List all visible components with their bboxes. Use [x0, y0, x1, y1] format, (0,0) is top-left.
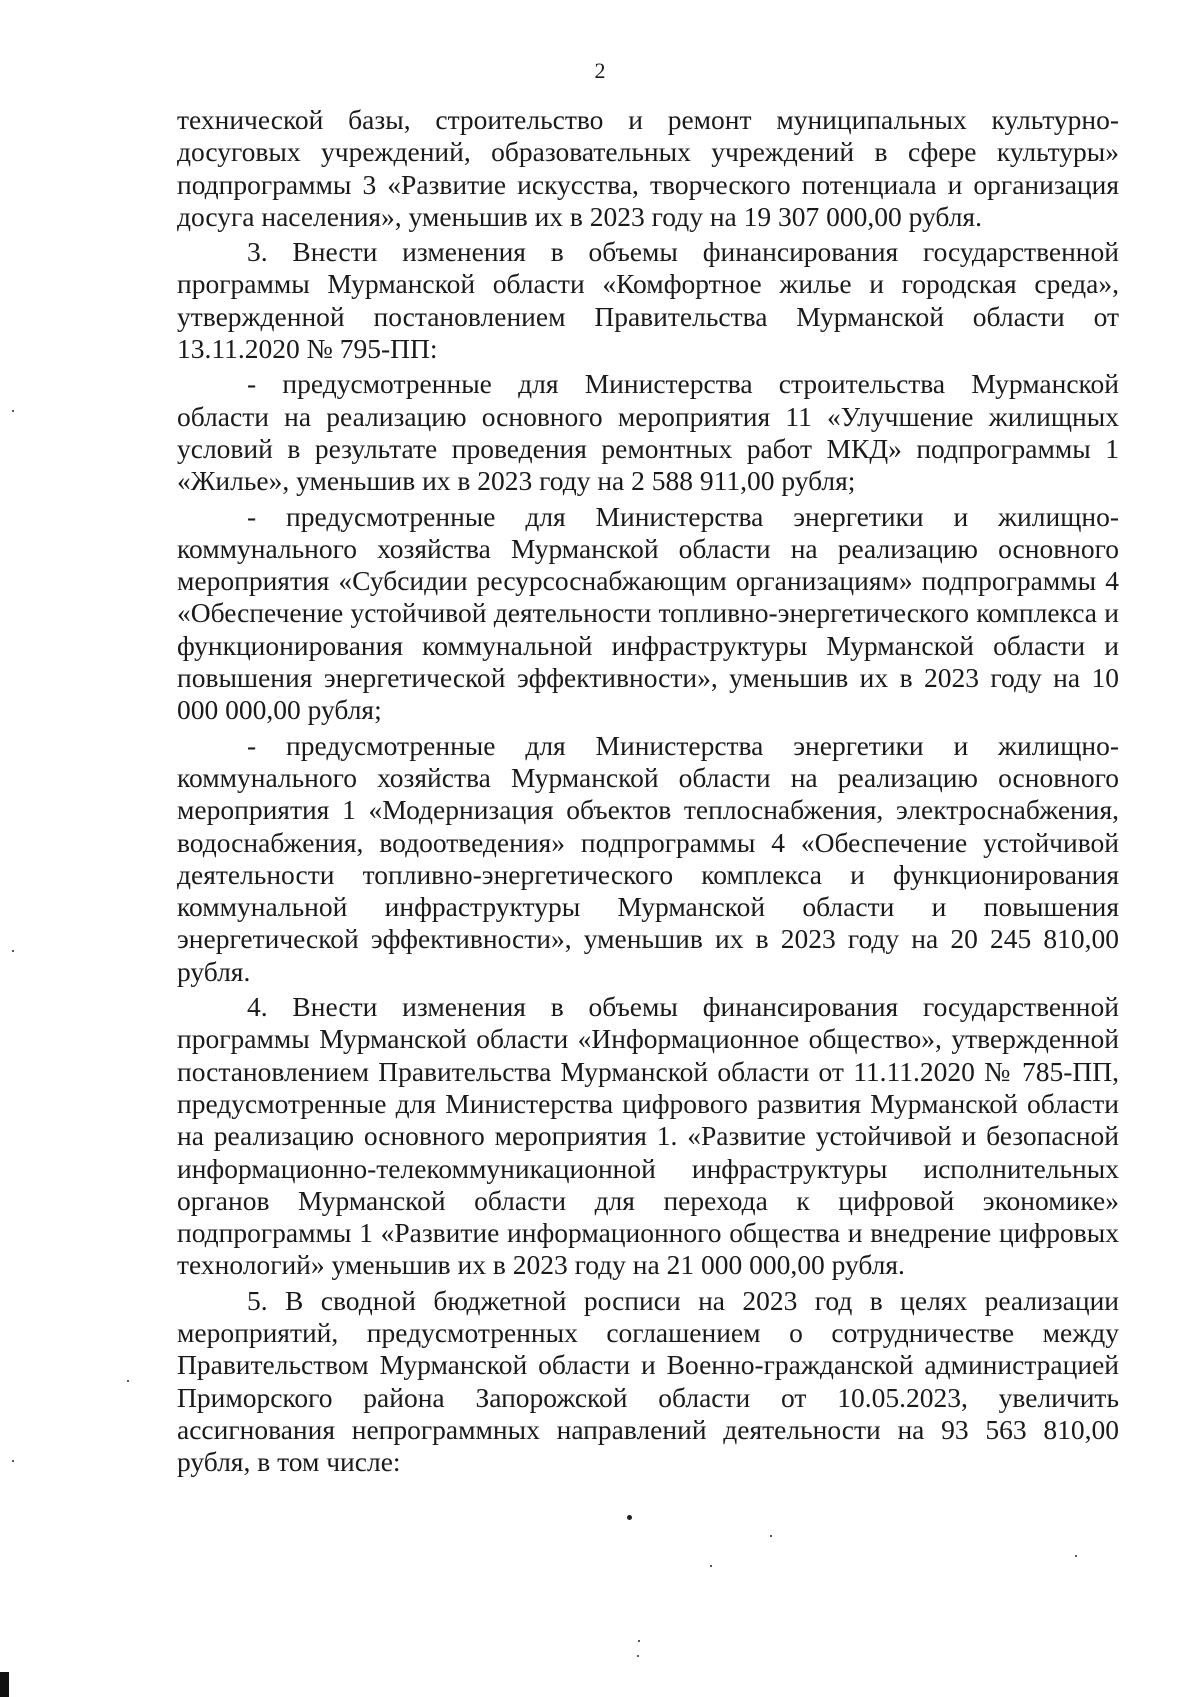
paragraph-subitem-construction: - предусмотренные для Министерства строительства Мурманской области на реализацию основного мероприятия 11 «Улучшение жилищных условий в результате проведения ремонтных работ МКД» подпрограммы 1 «Жилье», уменьшив их в 2023 году на 2 588 911,00 рубля; [177, 368, 1119, 497]
paragraph-subitem-energy-modernization: - предусмотренные для Министерства энергетики и жилищно-коммунального хозяйства Мурманской области на реализацию основного мероприятия 1 «Модернизация объектов теплоснабжения, электроснабжения, водоснабжения, водоотведения» подпрограммы 4 «Обеспечение устойчивой деятельности топливно-энергетического комплекса и функционирования коммунальной инфраструктуры Мурманской области и повышения энергетической эффективности», уменьшив их в 2023 году на 20 245 810,00 рубля. [177, 729, 1119, 987]
scan-speck [770, 1535, 772, 1537]
document-body [177, 104, 1119, 1478]
scan-speck [627, 1515, 632, 1520]
page-number: 2 [594, 58, 606, 83]
scan-speck [12, 1460, 14, 1462]
scan-speck [12, 410, 14, 412]
scan-speck [638, 1640, 640, 1642]
paragraph-subitem-energy-subsidies: - предусмотренные для Министерства энергетики и жилищно-коммунального хозяйства Мурманской области на реализацию основного мероприятия «Субсидии ресурсоснабжающим организациям» подпрограммы 4 «Обеспечение устойчивой деятельности топливно-энергетического комплекса и функционирования коммунальной инфраструктуры Мурманской области и повышения энергетической эффективности», уменьшив их в 2023 году на 10 000 000,00 рубля; [177, 500, 1119, 726]
scan-edge-mark [0, 1672, 9, 1697]
paragraph-item-3: 3. Внести изменения в объемы финансирования государственной программы Мурманской области «Комфортное жилье и городская среда», утвержденной постановлением Правительства Мурманской области от 13.11.2020 № 795-ПП: [177, 236, 1119, 365]
paragraph-item-4: 4. Внести изменения в объемы финансирования государственной программы Мурманской области «Информационное общество», утвержденной постановлением Правительства Мурманской области от 11.11.2020 № 785-ПП, предусмотренные для Министерства цифрового развития Мурманской области на реализацию основного мероприятия 1. «Развитие устойчивой и безопасной информационно-телекоммуникационной инфраструктуры исполнительных органов Мурманской области для перехода к цифровой экономике» подпрограммы 1 «Развитие информационного общества и внедрение цифровых технологий» уменьшив их в 2023 году на 21 000 000,00 рубля. [177, 991, 1119, 1281]
scan-speck [710, 1565, 712, 1567]
scan-speck [12, 950, 14, 952]
scan-speck [637, 1655, 639, 1657]
scan-speck [127, 1380, 129, 1382]
paragraph-item-5: 5. В сводной бюджетной росписи на 2023 год в целях реализации мероприятий, предусмотренных соглашением о сотрудничестве между Правительством Мурманской области и Военно-гражданской администрацией Приморского района Запорожской области от 10.05.2023, увеличить ассигнования непрограммных направлений деятельности на 93 563 810,00 рубля, в том числе: [177, 1284, 1119, 1478]
scan-speck [1075, 1555, 1077, 1557]
paragraph-continuation: технической базы, строительство и ремонт муниципальных культурно-досуговых учреждений, образовательных учреждений в сфере культуры» подпрограммы 3 «Развитие искусства, творческого потенциала и организация досуга населения», уменьшив их в 2023 году на 19 307 000,00 рубля. [177, 104, 1119, 232]
